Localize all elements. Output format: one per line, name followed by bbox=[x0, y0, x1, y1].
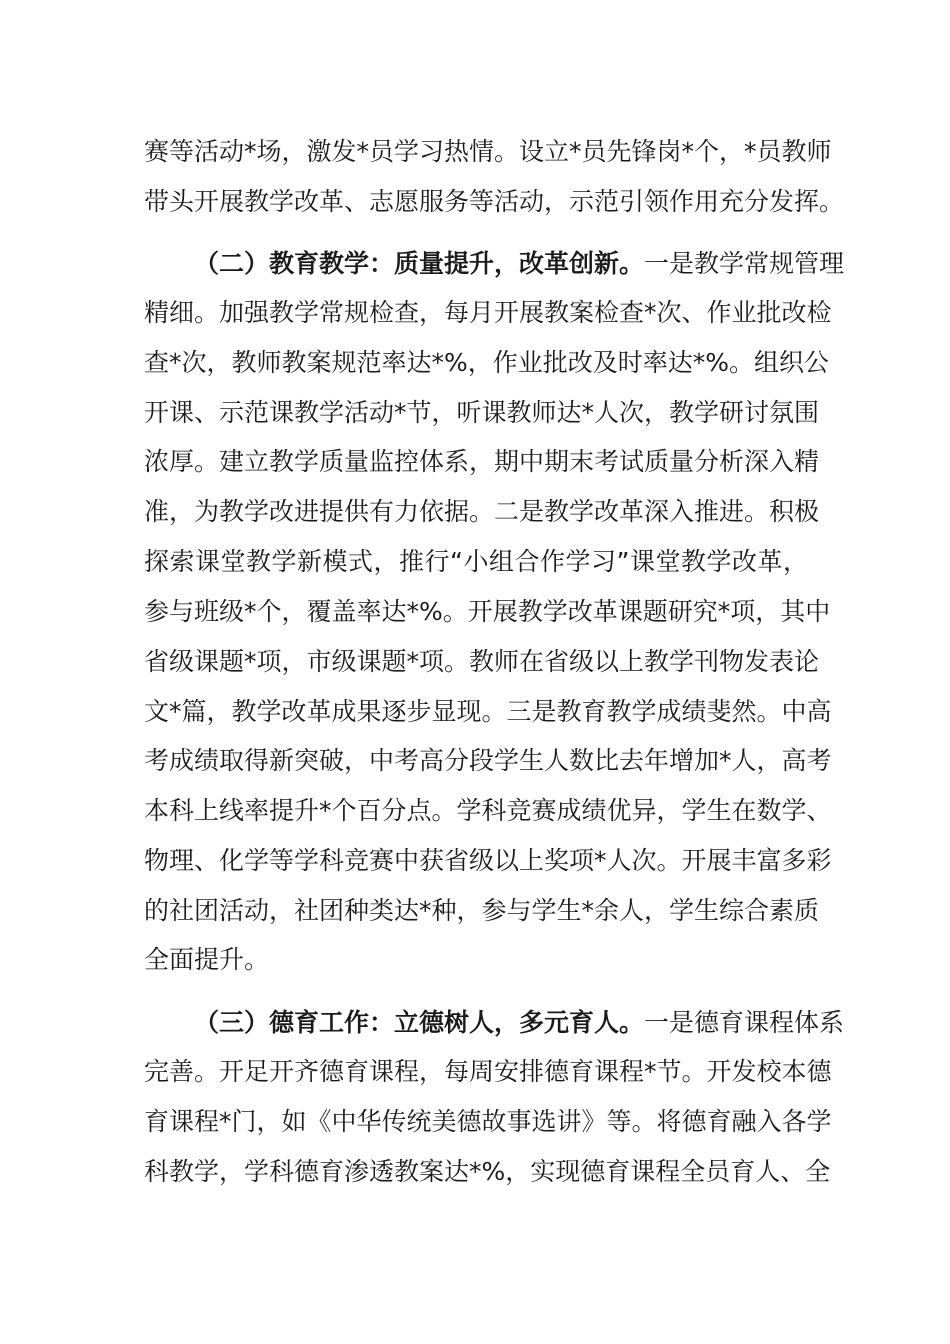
paragraph-line: 精细。加强教学常规检查，每月开展教案检查*次、作业批改检 bbox=[144, 298, 832, 327]
paragraph-line: 查*次，教师教案规范率达*%，作业批改及时率达*%。组织公 bbox=[144, 348, 830, 377]
paragraph-line: 本科上线率提升*个百分点。学科竞赛成绩优异，学生在数学、 bbox=[144, 796, 832, 825]
section-2-first-line bbox=[194, 248, 845, 280]
paragraph-line: 准，为教学改进提供有力依据。二是教学改革深入推进。积极 bbox=[144, 497, 820, 526]
section-3-heading: （三）德育工作：立德树人，多元育人。 bbox=[194, 1008, 645, 1037]
section-3-first-line-text: 一是德育课程体系 bbox=[644, 1008, 845, 1037]
paragraph-line: 完善。开足开齐德育课程，每周安排德育课程*节。开发校本德 bbox=[144, 1057, 832, 1086]
paragraph-line: 开课、示范课教学活动*节，听课教师达*人次，教学研讨氛围 bbox=[144, 398, 820, 427]
paragraph-line: 育课程*门，如《中华传统美德故事选讲》等。将德育融入各学 bbox=[144, 1107, 832, 1136]
paragraph-line: 的社团活动，社团种类达*种，参与学生*余人，学生综合素质 bbox=[144, 896, 820, 925]
paragraph-line: 赛等活动*场，激发*员学习热情。设立*员先锋岗*个，*员教师 bbox=[144, 137, 832, 166]
paragraph-line: 考成绩取得新突破，中考高分段学生人数比去年增加*人，高考 bbox=[144, 746, 832, 775]
paragraph-line: 文*篇，教学改革成果逐步显现。三是教育教学成绩斐然。中高 bbox=[144, 697, 832, 726]
paragraph-line: 科教学，学科德育渗透教案达*%，实现德育课程全员育人、全 bbox=[144, 1157, 831, 1186]
paragraph-line: 参与班级*个，覆盖率达*%。开展教学改革课题研究*项，其中 bbox=[144, 597, 831, 626]
paragraph-line: 浓厚。建立教学质量监控体系，期中期末考试质量分析深入精 bbox=[144, 447, 820, 476]
section-3-first-line bbox=[194, 1007, 845, 1039]
section-2-heading: （二）教育教学：质量提升，改革创新。 bbox=[194, 249, 645, 278]
section-2-first-line-text: 一是教学常规管理 bbox=[644, 249, 845, 278]
paragraph-last-line: 全面提升。 bbox=[144, 945, 270, 974]
paragraph-line: 带头开展教学改革、志愿服务等活动，示范引领作用充分发挥。 bbox=[144, 187, 845, 216]
paragraph-line: 省级课题*项，市级课题*项。教师在省级以上教学刊物发表论 bbox=[144, 647, 820, 676]
paragraph-line: 物理、化学等学科竞赛中获省级以上奖项*人次。开展丰富多彩 bbox=[144, 846, 832, 875]
paragraph-line: 探索课堂教学新模式，推行“小组合作学习”课堂教学改革， bbox=[144, 547, 808, 576]
